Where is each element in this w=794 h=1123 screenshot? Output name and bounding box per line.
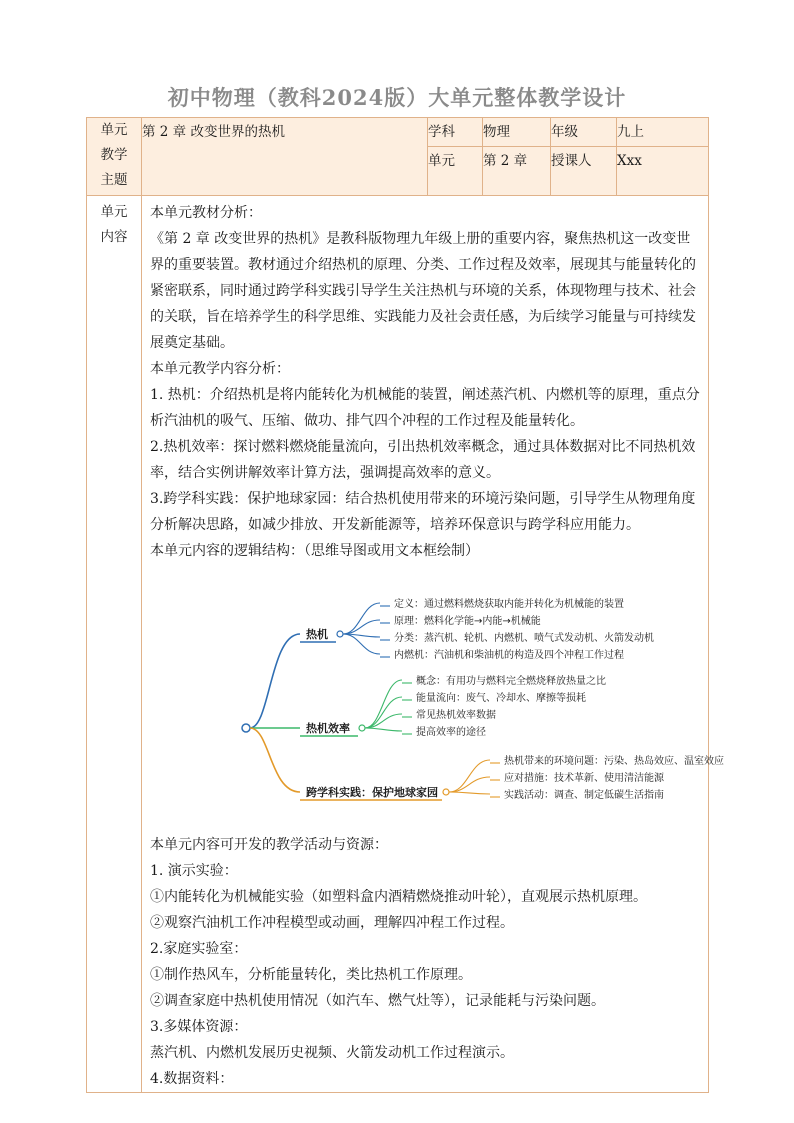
- leaf-heat-engine-1: 定义：通过燃料燃烧获取内能并转化为机械能的装置: [394, 599, 624, 610]
- page-title: 初中物理（教科2024版）大单元整体教学设计: [167, 85, 627, 110]
- leaf-heat-engine-2: 原理：燃料化学能→内能→机械能: [394, 616, 541, 627]
- leaf-practice-3: 实践活动：调查、制定低碳生活指南: [504, 790, 664, 801]
- unit-label: 单元: [428, 147, 483, 196]
- activity-4: 4.数据资料：: [150, 1071, 234, 1087]
- activity-1b: ②观察汽油机工作冲程模型或动画，理解四冲程工作过程。: [150, 915, 514, 931]
- structure-heading: 本单元内容的逻辑结构：（思维导图或用文本框绘制）: [150, 543, 479, 559]
- leaf-efficiency-2: 能量流向：废气、冷却水、摩擦等损耗: [416, 693, 586, 704]
- leaf-heat-engine-4: 内燃机：汽油机和柴油机的构造及四个冲程工作过程: [394, 650, 624, 661]
- leaf-heat-engine-3: 分类：蒸汽机、轮机、内燃机、喷气式发动机、火箭发动机: [394, 633, 654, 644]
- unit-topic-label: [87, 118, 142, 196]
- analysis-heading: 本单元教材分析：: [150, 205, 262, 221]
- subject-label: 学科: [428, 118, 483, 147]
- subject-value: 物理: [483, 118, 551, 147]
- leaf-efficiency-4: 提高效率的途径: [416, 727, 486, 738]
- unit-content-label-line2: 内容: [100, 229, 128, 245]
- unit-topic-value: 第 2 章 改变世界的热机: [142, 118, 428, 196]
- teacher-value: Xxx: [617, 147, 709, 196]
- activity-2: 2.家庭实验室：: [150, 941, 248, 957]
- unit-topic-label-line2: 教学: [100, 147, 128, 163]
- leaf-practice-1: 热机带来的环境问题：污染、热岛效应、温室效应: [504, 756, 724, 767]
- branch-practice-label: 跨学科实践：保护地球家园: [306, 786, 438, 799]
- activity-3a: 蒸汽机、内燃机发展历史视频、火箭发动机工作过程演示。: [150, 1045, 514, 1061]
- lesson-design-table: [86, 117, 724, 1093]
- content-item-3: 3.跨学科实践：保护地球家园：结合热机使用带来的环境污染问题，引导学生从物理角度分析解决思路，如减少排放、开发新能源等，培养环保意识与跨学科应用能力。: [150, 491, 696, 533]
- activity-3: 3.多媒体资源：: [150, 1019, 248, 1035]
- content-item-1: 1. 热机：介绍热机是将内能转化为机械能的装置，阐述蒸汽机、内燃机等的原理，重点分析汽油机的吸气、压缩、做功、排气四个冲程的工作过程及能量转化。: [150, 387, 700, 429]
- branch-heat-engine-node: [337, 631, 343, 637]
- grade-value: 九上: [617, 118, 709, 147]
- unit-content-body: [142, 196, 724, 1093]
- branch-heat-engine-label: 热机: [306, 628, 328, 641]
- branch-practice-node: [443, 789, 449, 795]
- unit-topic-label-line3: 主题: [100, 172, 128, 188]
- teacher-label: 授课人: [551, 147, 617, 196]
- activity-1: 1. 演示实验：: [150, 863, 238, 879]
- connector-root-heat-engine: [250, 634, 300, 728]
- analysis-text: 《第 2 章 改变世界的热机》是教科版物理九年级上册的重要内容，聚焦热机这一改变世界的重要装置。教材通过介绍热机的原理、分类、工作过程及效率，展现其与能量转化的紧密联系，同时通过跨学科实践引导学生关注热机与环境的关系，体现物理与技术、社会的关联，旨在培养学生的科学思维、实践能力及社会责任感，为后续学习能量与可持续发展奠定基础。: [150, 231, 696, 351]
- branch-efficiency-node: [359, 725, 365, 731]
- unit-value: 第 2 章: [483, 147, 551, 196]
- mind-map-root-node: [242, 724, 250, 732]
- unit-topic-label-line1: 单元: [100, 122, 128, 138]
- content-item-2: 2.热机效率：探讨燃料燃烧能量流向，引出热机效率概念，通过具体数据对比不同热机效率，结合实例讲解效率计算方法，强调提高效率的意义。: [150, 439, 696, 481]
- branch-efficiency-label: 热机效率: [306, 722, 350, 735]
- mind-map-svg: [150, 564, 750, 832]
- leaf-efficiency-1: 概念：有用功与燃料完全燃烧释放热量之比: [416, 676, 606, 687]
- mind-map: [150, 564, 724, 832]
- connector-root-practice: [250, 728, 300, 792]
- activity-2a: ①制作热风车，分析能量转化，类比热机工作原理。: [150, 967, 472, 983]
- activity-2b: ②调查家庭中热机使用情况（如汽车、燃气灶等），记录能耗与污染问题。: [150, 993, 605, 1009]
- leaf-practice-2: 应对措施：技术革新、使用清洁能源: [504, 773, 664, 784]
- activities-heading: 本单元内容可开发的教学活动与资源：: [150, 837, 388, 853]
- unit-content-label: [87, 196, 142, 1093]
- leaf-efficiency-3: 常见热机效率数据: [416, 710, 496, 721]
- grade-label: 年级: [551, 118, 617, 147]
- activity-1a: ①内能转化为机械能实验（如塑料盒内酒精燃烧推动叶轮），直观展示热机原理。: [150, 889, 647, 905]
- unit-content-label-line1: 单元: [100, 204, 128, 220]
- content-heading: 本单元教学内容分析：: [150, 361, 290, 377]
